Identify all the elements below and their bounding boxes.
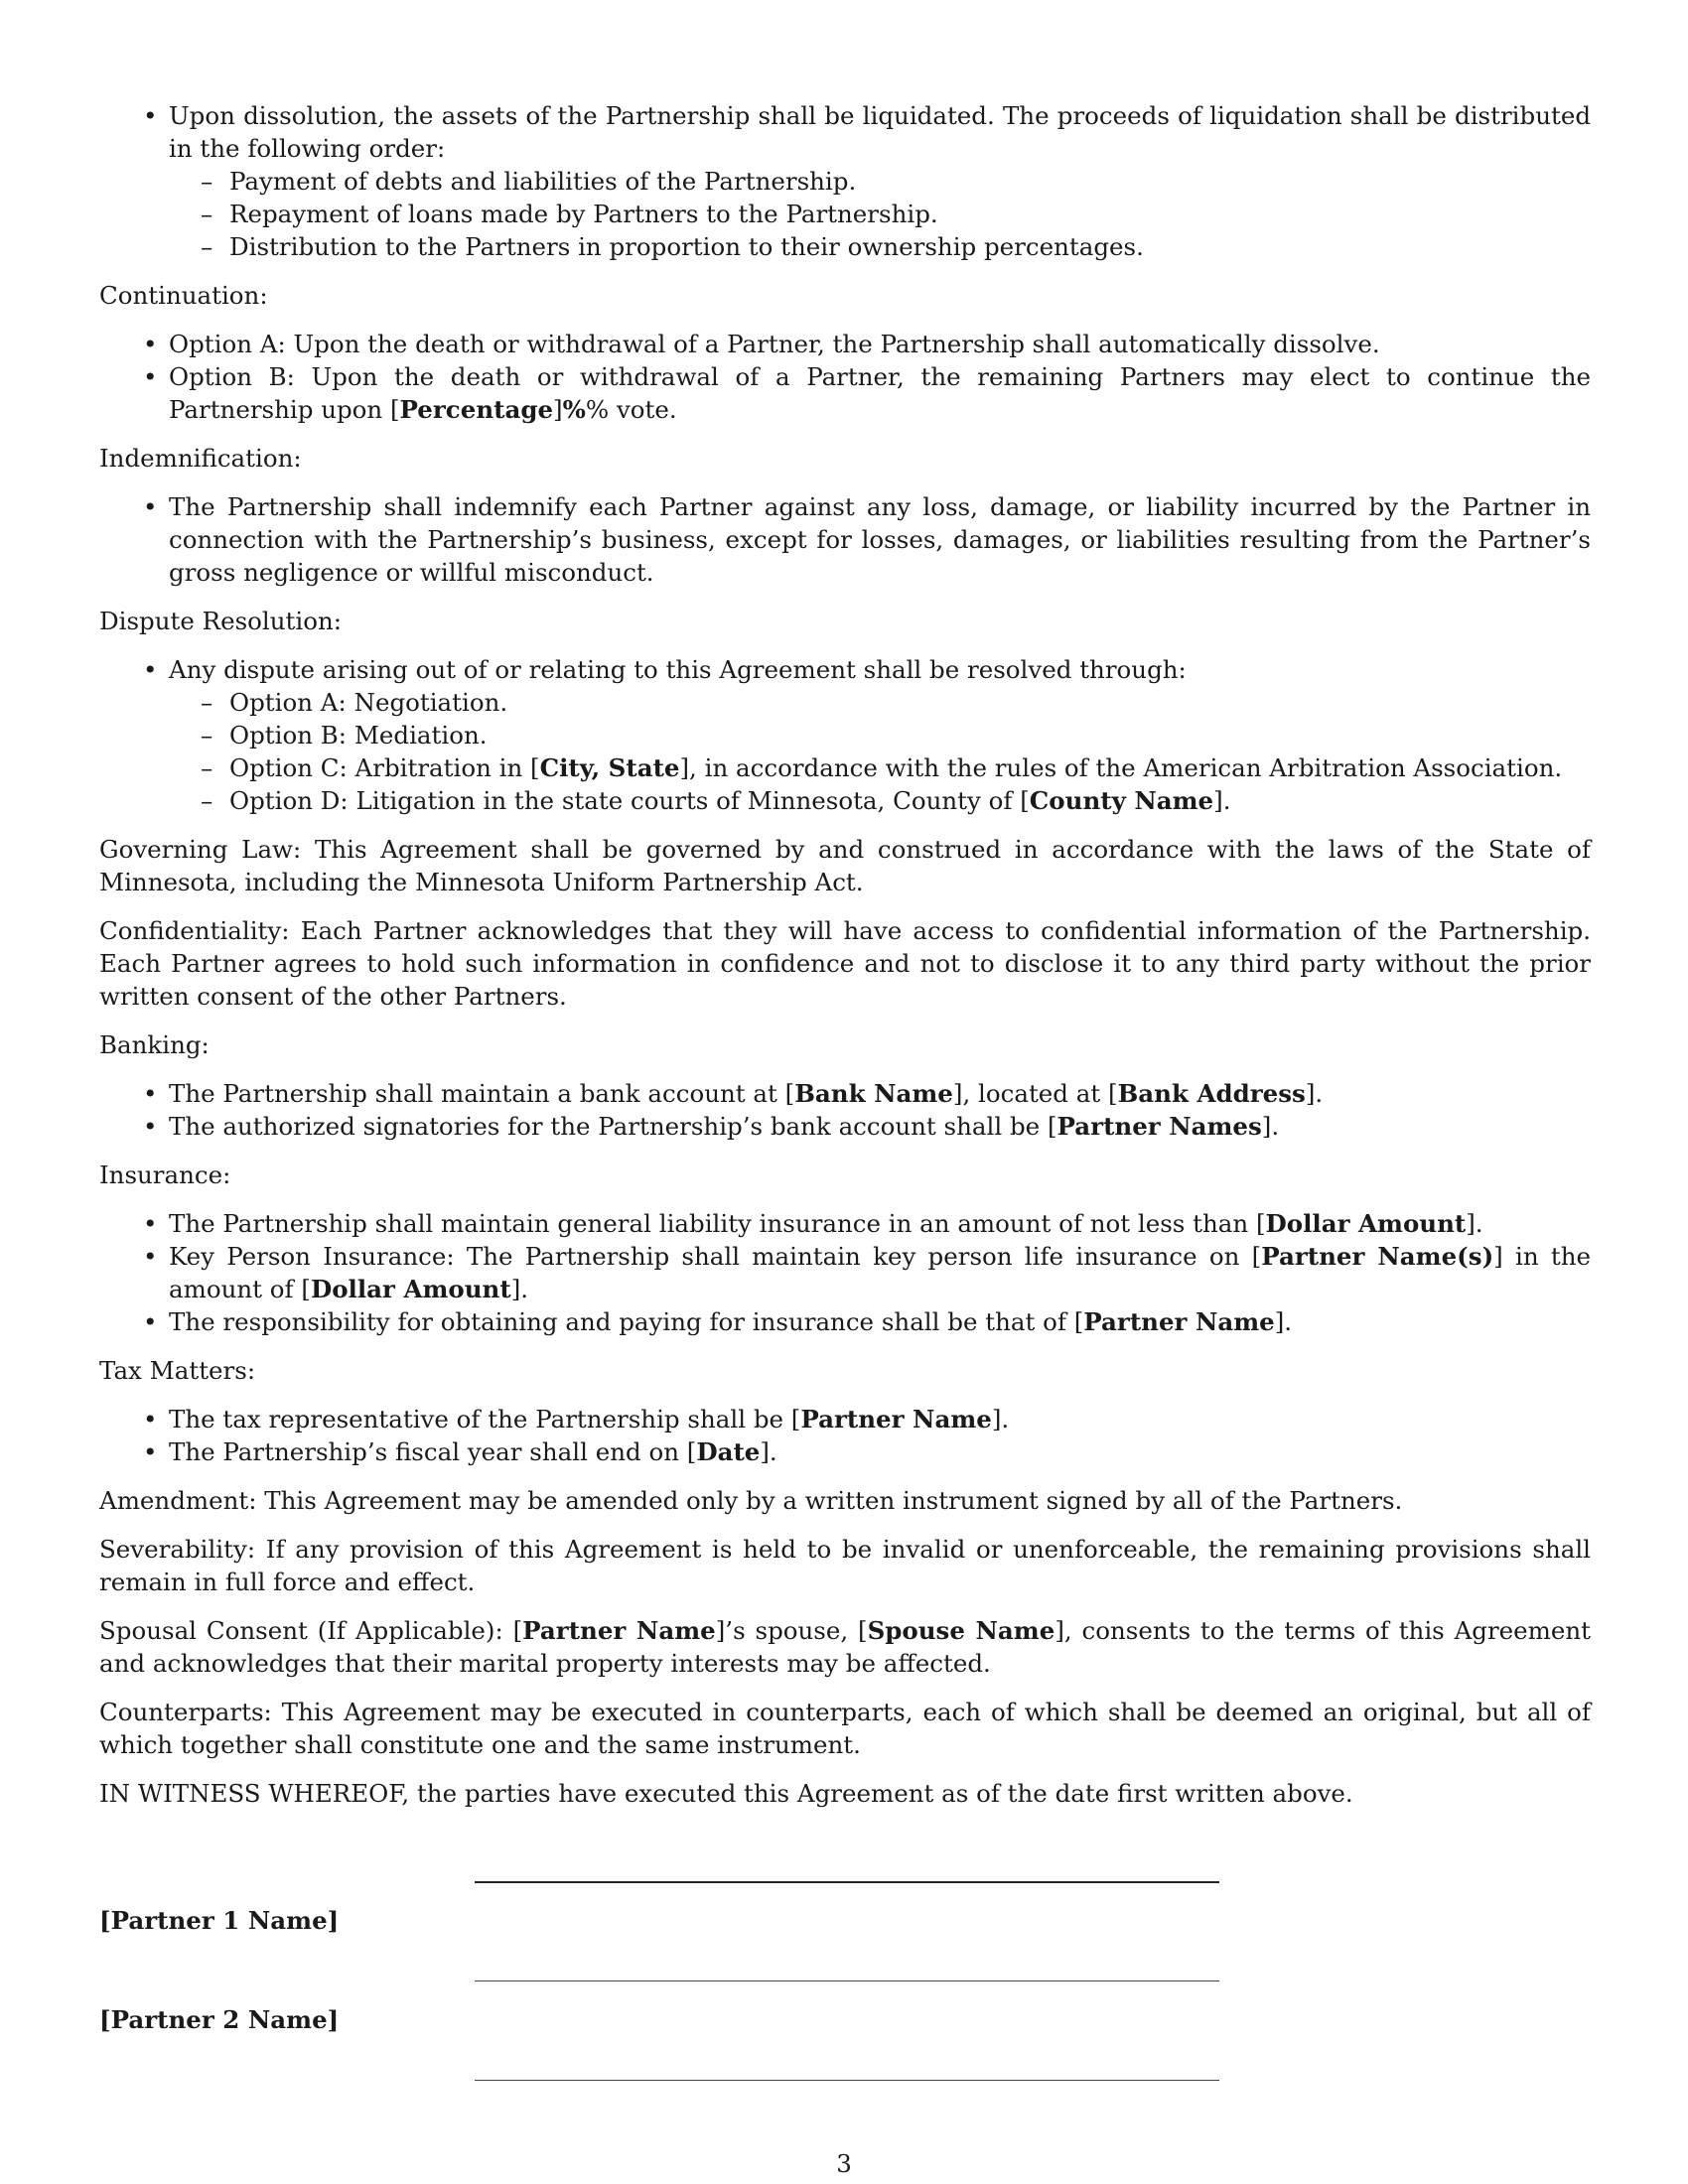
dissolution-intro: Upon dissolution, the assets of the Partnership shall be liquidated. The proceeds of liquidation shall be distributed in the following order: [169,101,1591,163]
list-item: • The authorized signatories for the Partnership’s bank account shall be [Partner Names]. [169,1110,1591,1143]
banking-list [99,1077,1591,1143]
page-number: 3 [836,2149,852,2178]
signature-line [475,2080,1219,2081]
bank-name-field: Bank Name [794,1079,953,1108]
list-item: – Repayment of loans made by Partners to the Partnership. [229,198,1591,230]
list-item: • The tax representative of the Partnership shall be [Partner Name]. [169,1403,1591,1435]
amendment-paragraph: Amendment: This Agreement may be amended only by a written instrument signed by all of the Partners. [99,1486,1403,1515]
dispute-heading: Dispute Resolution: [99,607,342,635]
spousal-consent-paragraph: Spousal Consent (If Applicable): [Partner Name]’s spouse, [Spouse Name], consents to the terms of this Agreement and acknowledges that their marital property interests may be affected. [99,1616,1592,1678]
list-item: – Option A: Negotiation. [229,686,1591,719]
list-item [169,99,1591,263]
list-item: • The responsibility for obtaining and paying for insurance shall be that of [Partner Name]. [169,1305,1591,1338]
governing-law-paragraph: Governing Law: This Agreement shall be governed by and construed in accordance with the laws of the State of Minnesota, including the Minnesota Uniform Partnership Act. [99,835,1591,896]
bank-address-field: Bank Address [1117,1079,1306,1108]
banking-heading: Banking: [99,1030,210,1059]
partner-name-field: Partner Name [522,1616,716,1645]
list-item: • The Partnership shall indemnify each Partner against any loss, damage, or liability incurred by the Partner in connection with the Partnership’s business, except for losses, damages, or liabilities resulting from the Partner’s gross negligence or willful misconduct. [169,490,1591,589]
list-item: • Option A: Upon the death or withdrawal of a Partner, the Partnership shall automatically dissolve. [169,328,1591,360]
partner-name-field: Partner Name [800,1405,992,1433]
dispute-list [99,653,1591,817]
confidentiality-paragraph: Confidentiality: Each Partner acknowledges that they will have access to confidential information of the Partnership. Each Partner agrees to hold such information in confidence and not to disclose it to any third party without the prior written consent of the other Partners. [99,916,1591,1011]
indemnification-heading: Indemnification: [99,444,302,473]
partner-name-field: Partner Name [1083,1307,1275,1336]
dissolution-list [99,99,1591,263]
severability-paragraph: Severability: If any provision of this Agreement is held to be invalid or unenforceable, the remaining provisions shall remain in full force and effect. [99,1535,1591,1596]
list-item: – Distribution to the Partners in proportion to their ownership percentages. [229,230,1591,263]
distribution-order-list [169,165,1591,263]
partner-2-signature-name: [Partner 2 Name] [99,2005,340,2034]
city-state-field: City, State [539,753,680,782]
continuation-heading: Continuation: [99,281,268,310]
counterparts-paragraph: Counterparts: This Agreement may be executed in counterparts, each of which shall be deemed an original, but all of which together shall constitute one and the same instrument. [99,1698,1591,1759]
list-item: – Option D: Litigation in the state courts of Minnesota, County of [County Name]. [229,784,1591,817]
tax-heading: Tax Matters: [99,1356,256,1385]
dollar-amount-field: Dollar Amount [310,1275,511,1303]
county-name-field: County Name [1029,786,1214,815]
insurance-list [99,1207,1591,1338]
witness-paragraph: IN WITNESS WHEREOF, the parties have executed this Agreement as of the date first written above. [99,1779,1353,1808]
partner-names-field: Partner Name(s) [1261,1242,1494,1271]
document-body [99,99,1591,1826]
continuation-list [99,328,1591,426]
tax-list [99,1403,1591,1468]
dollar-amount-field: Dollar Amount [1265,1209,1467,1238]
list-item: • Option B: Upon the death or withdrawal of a Partner, the remaining Partners may elect to continue the Partnership upon [Percentage]%% vote. [169,360,1591,426]
spouse-name-field: Spouse Name [867,1616,1055,1645]
signature-line [475,1881,1219,1883]
partner-names-field: Partner Names [1056,1112,1262,1141]
indemnification-list [99,490,1591,589]
date-field: Date [696,1437,761,1466]
list-item: – Option B: Mediation. [229,719,1591,751]
list-item: • The Partnership shall maintain general liability insurance in an amount of not less than [Dollar Amount]. [169,1207,1591,1240]
dispute-options-list [169,686,1591,817]
insurance-heading: Insurance: [99,1160,231,1189]
partner-1-signature-name: [Partner 1 Name] [99,1906,340,1935]
list-item: • Key Person Insurance: The Partnership shall maintain key person life insurance on [Partner Name(s)] in the amount of [Dollar Amount]. [169,1240,1591,1305]
signature-line [475,1980,1219,1981]
list-item: • The Partnership’s fiscal year shall end on [Date]. [169,1435,1591,1468]
list-item: • The Partnership shall maintain a bank account at [Bank Name], located at [Bank Address]. [169,1077,1591,1110]
percentage-field: Percentage [399,395,554,424]
list-item: • Any dispute arising out of or relating to this Agreement shall be resolved through: – Option A: Negotiation. – Option B: Mediation. – Option C: Arbitration in [City, State], in accordance with the rules of the American Arbitration Association. – Option D: Litigation in the state courts of Minnesota, County of [County Name]. [169,653,1591,817]
list-item: – Option C: Arbitration in [City, State], in accordance with the rules of the American Arbitration Association. [229,751,1591,784]
list-item: – Payment of debts and liabilities of the Partnership. [229,165,1591,198]
